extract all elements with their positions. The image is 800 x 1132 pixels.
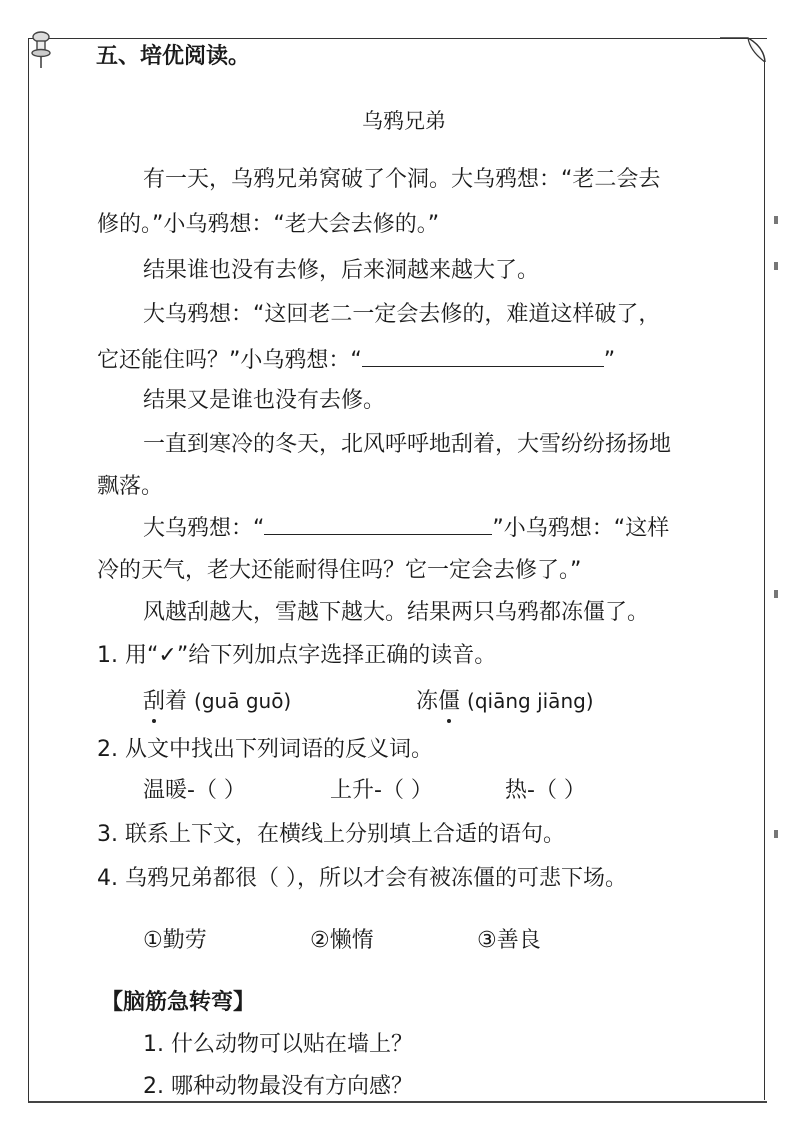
story-paragraph-3-line-1: 大乌鸦想：“这回老二一定会去修的，难道这样破了， <box>143 302 661 327</box>
question-4: 4. 乌鸦兄弟都很（ ），所以才会有被冻僵的可悲下场。 <box>97 866 627 891</box>
question-2: 2. 从文中找出下列词语的反义词。 <box>97 737 433 762</box>
story-paragraph-5-line-2: 飘落。 <box>97 474 164 499</box>
story-paragraph-1-line-2: 修的。”小乌鸦想：“老大会去修的。” <box>97 212 440 237</box>
story-title: 乌鸦兄弟 <box>362 109 446 133</box>
pinyin-options[interactable]: (qiāng jiāng) <box>467 689 594 713</box>
brain-teaser-question-1: 1. 什么动物可以贴在墙上？ <box>143 1032 413 1057</box>
page-curl-corner <box>720 37 766 63</box>
choice-option-1[interactable]: ①勤劳 <box>143 928 207 953</box>
antonym-answer-1[interactable]: 温暖-（ ） <box>143 778 246 803</box>
fill-in-blank-1[interactable] <box>362 344 604 367</box>
question-1-item-1 <box>143 686 291 717</box>
story-text: ” <box>603 348 616 373</box>
dotted-character: 僵 <box>438 687 460 717</box>
story-paragraph-5-line-1: 一直到寒冷的冬天，北风呼呼地刮着，大雪纷纷扬扬地 <box>143 432 672 457</box>
scan-mark <box>774 590 778 598</box>
section-heading: 五、培优阅读。 <box>96 44 251 69</box>
story-paragraph-6-line-1 <box>143 512 669 544</box>
antonym-answer-3[interactable]: 热-（ ） <box>505 778 586 803</box>
story-text: 它还能住吗？”小乌鸦想：“ <box>97 348 362 373</box>
question-1-item-2 <box>416 686 594 717</box>
choice-option-2[interactable]: ②懒惰 <box>310 928 374 953</box>
story-paragraph-4: 结果又是谁也没有去修。 <box>143 388 386 413</box>
pinyin-options[interactable]: (guā guō) <box>194 689 292 713</box>
story-paragraph-1-line-1: 有一天，乌鸦兄弟窝破了个洞。大乌鸦想：“老二会去 <box>143 167 661 192</box>
dotted-character: 刮 <box>143 687 165 717</box>
scan-mark <box>774 216 778 224</box>
brain-teaser-heading: 【脑筋急转弯】 <box>101 990 256 1015</box>
story-text: 大乌鸦想：“ <box>143 516 265 541</box>
worksheet-frame-right-edge <box>764 60 765 1100</box>
story-paragraph-2: 结果谁也没有去修，后来洞越来越大了。 <box>143 258 540 283</box>
scan-mark <box>774 830 778 838</box>
word-rest: 着 <box>165 689 188 714</box>
fill-in-blank-2[interactable] <box>264 512 492 535</box>
choice-option-3[interactable]: ③善良 <box>477 928 541 953</box>
antonym-answer-2[interactable]: 上升-（ ） <box>330 778 433 803</box>
word-first: 冻 <box>416 689 439 714</box>
brain-teaser-question-2: 2. 哪种动物最没有方向感？ <box>143 1074 413 1099</box>
story-paragraph-7: 风越刮越大，雪越下越大。结果两只乌鸦都冻僵了。 <box>143 600 650 625</box>
scan-mark <box>774 262 778 270</box>
story-text: ”小乌鸦想：“这样 <box>492 516 670 541</box>
question-1: 1. 用“✓”给下列加点字选择正确的读音。 <box>97 643 497 668</box>
story-paragraph-3-line-2 <box>97 344 615 376</box>
question-3: 3. 联系上下文，在横线上分别填上合适的语句。 <box>97 822 565 847</box>
pushpin-icon <box>30 30 52 70</box>
story-paragraph-6-line-2: 冷的天气，老大还能耐得住吗？它一定会去修了。” <box>97 558 582 583</box>
